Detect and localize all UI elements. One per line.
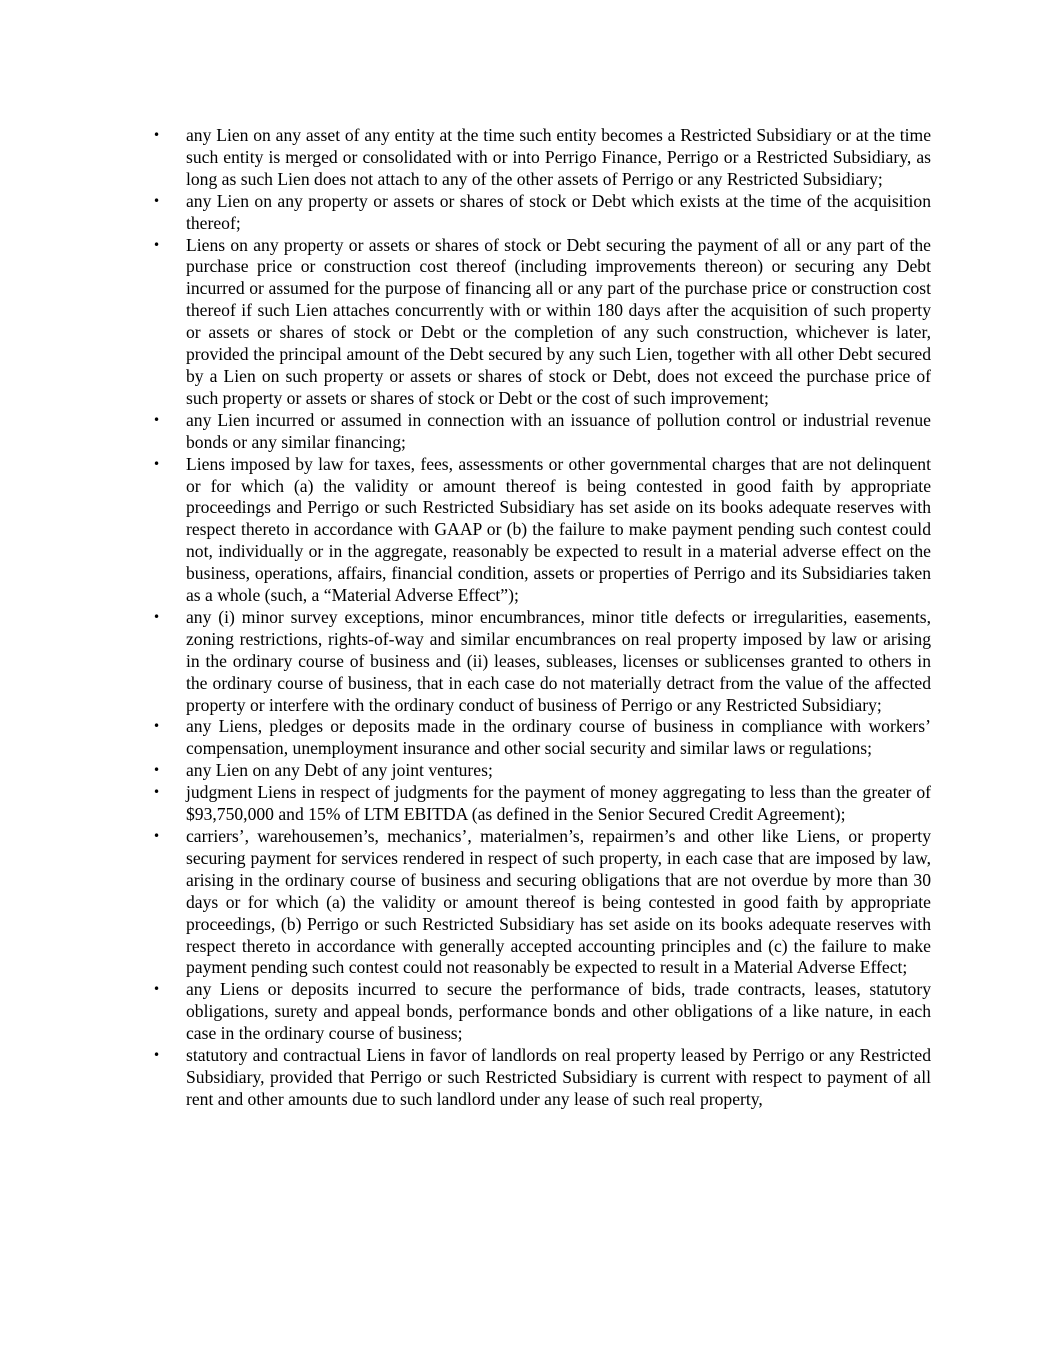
bullet-icon: •	[153, 982, 161, 997]
list-item	[153, 454, 931, 607]
list-item	[153, 191, 931, 235]
bullet-icon: •	[153, 1048, 161, 1063]
list-item	[153, 1045, 931, 1111]
bullet-icon: •	[153, 237, 161, 252]
bullet-icon: •	[153, 785, 161, 800]
bullet-icon: •	[153, 763, 161, 778]
list-item-text: any Lien on any asset of any entity at the time such entity becomes a Restricted Subsidiary or at the time such entity is merged or consolidated with or into Perrigo Finance, Perrigo or a Restricted Subsidiary, as long as such Lien does not attach to any of the other assets of Perrigo or any Restricted Subsidiary;	[186, 125, 931, 189]
list-item-text: statutory and contractual Liens in favor of landlords on real property leased by Perrigo or any Restricted Subsidiary, provided that Perrigo or such Restricted Subsidiary is current with respect to payment of all rent and other amounts due to such landlord under any lease of such real property,	[186, 1045, 931, 1109]
list-item-text: any Lien incurred or assumed in connection with an issuance of pollution control or industrial revenue bonds or any similar financing;	[186, 409, 931, 452]
list-item-text: Liens imposed by law for taxes, fees, assessments or other governmental charges that are not delinquent or for which (a) the validity or amount thereof is being contested in good faith by appropriate proceedings and Perrigo or such Restricted Subsidiary has set aside on its books adequate reserves with respect thereto in accordance with GAAP or (b) the failure to make payment pending such contest could not, individually or in the aggregate, reasonably be expected to result in a material adverse effect on the business, operations, affairs, financial condition, assets or properties of Perrigo and its Subsidiaries taken as a whole (such, a “Material Adverse Effect”);	[186, 453, 931, 606]
bullet-icon: •	[153, 128, 161, 142]
list-item	[153, 782, 931, 826]
list-item	[153, 826, 931, 979]
bullet-icon: •	[153, 456, 161, 471]
list-item	[153, 235, 931, 410]
list-item-text: any Liens or deposits incurred to secure the performance of bids, trade contracts, leases, statutory obligations, surety and appeal bonds, performance bonds and other obligations of a like nature, in each case in the ordinary course of business;	[186, 979, 931, 1044]
list-item-text: any Lien on any Debt of any joint ventures;	[186, 760, 493, 781]
bullet-icon: •	[153, 829, 161, 843]
list-item-text: Liens on any property or assets or shares of stock or Debt securing the payment of all or any part of the purchase price or construction cost thereof (including improvements thereon) or securing any Debt incurred or assumed for the purpose of financing all or any part of the purchase price or construction cost thereof if such Lien attaches concurrently with or within 180 days after the acquisition of such property or assets or shares of stock or Debt or the completion of any such construction, whichever is later, provided the principal amount of the Debt secured by any such Lien, together with all other Debt secured by a Lien on such property or assets or shares of stock or Debt, does not exceed the purchase price of such property or assets or shares of stock or Debt or the cost of such improvement;	[186, 234, 931, 408]
list-item	[153, 760, 931, 782]
list-item	[153, 716, 931, 760]
list-item-text: judgment Liens in respect of judgments for the payment of money aggregating to less than the greater of $93,750,000 and 15% of LTM EBITDA (as defined in the Senior Secured Credit Agreement);	[186, 782, 931, 825]
bullet-icon: •	[153, 719, 161, 734]
list-item	[153, 979, 931, 1045]
bullet-icon: •	[153, 609, 161, 624]
list-item	[153, 125, 931, 191]
list-item-text: any Lien on any property or assets or shares of stock or Debt which exists at the time of the acquisition thereof;	[186, 190, 931, 233]
list-item	[153, 607, 931, 717]
permitted-liens-list	[153, 125, 931, 1111]
list-item-text: any Liens, pledges or deposits made in the ordinary course of business in compliance with workers’ compensation, unemployment insurance and other social security and similar laws or regulations;	[186, 716, 931, 759]
bullet-icon: •	[153, 193, 161, 208]
list-item-text: carriers’, warehousemen’s, mechanics’, materialmen’s, repairmen’s and other like Liens, or property securing payment for services rendered in respect of such property, in each case that are imposed by law, arising in the ordinary course of business and securing obligations that are not overdue by more than 30 days or for which (a) the validity or amount thereof is being contested in good faith by appropriate proceedings, (b) Perrigo or such Restricted Subsidiary has set aside on its books adequate reserves with respect thereto in accordance with generally accepted accounting principles and (c) the failure to make payment pending such contest could not reasonably be expected to result in a Material Adverse Effect;	[186, 826, 931, 978]
bullet-icon: •	[153, 412, 161, 427]
list-item-text: any (i) minor survey exceptions, minor encumbrances, minor title defects or irregularities, easements, zoning restrictions, rights-of-way and similar encumbrances on real property imposed by law or arising in the ordinary course of business and (ii) leases, subleases, licenses or sublicenses granted to others in the ordinary course of business, that in each case do not materially detract from the value of the affected property or interfere with the ordinary conduct of business of Perrigo or any Restricted Subsidiary;	[186, 606, 931, 715]
list-item	[153, 410, 931, 454]
